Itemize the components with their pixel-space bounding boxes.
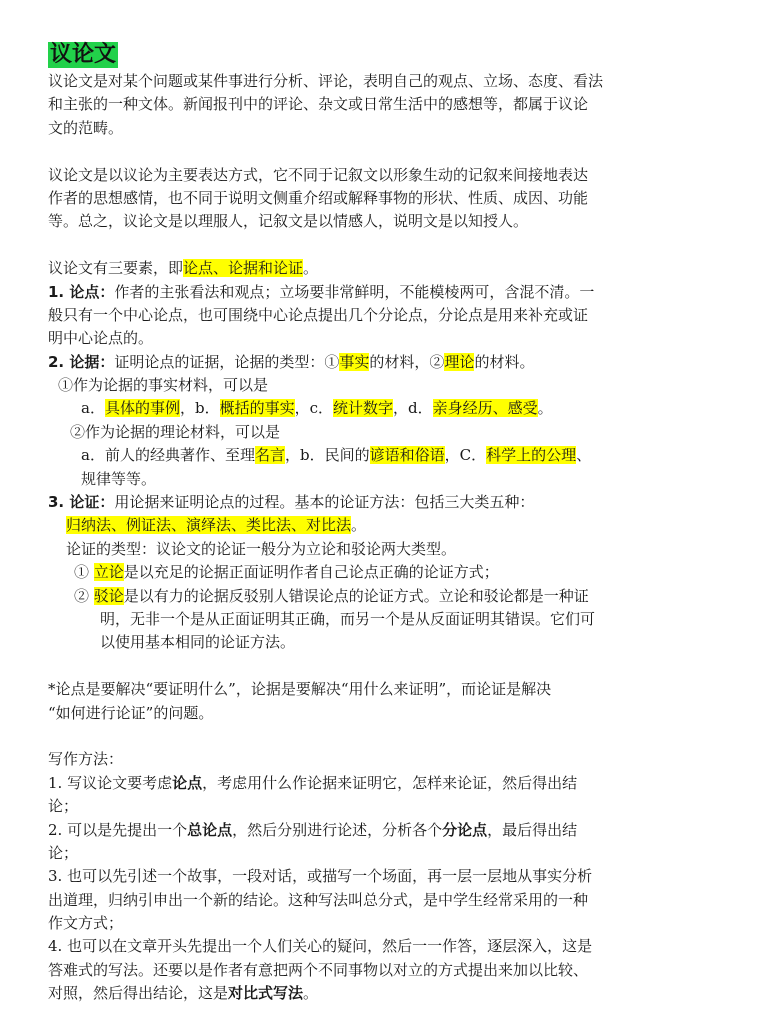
punctuation: 。	[303, 984, 319, 1003]
lunzheng-text: 用论据来证明论点的过程。基本的论证方法：包括三大类五种：	[114, 493, 535, 512]
text-line: 般只有一个中心论点，也可围绕中心论点提出几个分论点，分论点是用来补充或证	[48, 305, 589, 324]
lunju-text: 证明论点的证据，论据的类型：①	[114, 352, 340, 371]
theory-list-line	[48, 444, 718, 467]
text-line: 等。总之，议论文是以理服人，记叙文是以情感人，说明文是以知授人。	[48, 212, 529, 231]
theory-highlight-c: 科学上的公理	[486, 446, 577, 465]
method-text: ，考虑用什么作论据来证明它，怎样来论证，然后得出结	[202, 773, 578, 792]
lunzheng-line	[48, 491, 718, 514]
text-line: 明中心论点的。	[48, 329, 154, 348]
text-line: 以使用基本相同的论证方法。	[100, 633, 296, 652]
lead-end: 。	[303, 259, 319, 278]
list-text: ，C．	[444, 446, 487, 465]
text-line: 和主张的一种文体。新闻报刊中的评论、杂文或日常生活中的感想等，都属于议论	[48, 95, 589, 114]
fact-list-line	[48, 397, 718, 420]
method-text: ，然后分别进行论述，分析各个	[232, 820, 443, 839]
lilun-highlight: 立论	[93, 563, 124, 582]
method-text: ，最后得出结	[487, 820, 578, 839]
title-row	[48, 42, 718, 70]
method-4-line: 4. 也可以在文章开头先提出一个人们关心的疑问，然后一一作答，逐层深入，这是	[48, 937, 593, 956]
text-line: 作文方式；	[48, 914, 124, 933]
fact-highlight-c: 统计数字	[333, 399, 394, 418]
lundian-text: 作者的主张看法和观点；立场要非常鲜明，不能模棱两可，含混不清。一	[114, 282, 595, 301]
text-line: 议论文是对某个问题或某件事进行分析、评论，表明自己的观点、立场、态度、看法	[48, 72, 604, 90]
list-text: a．前人的经典著作、至理	[81, 446, 255, 465]
spacer	[48, 234, 718, 257]
fact-highlight-d: 亲身经历、感受	[432, 399, 538, 418]
intro-paragraph-1	[48, 70, 718, 140]
theory-highlight-b: 谚语和俗语	[369, 446, 445, 465]
writing-heading: 写作方法：	[48, 750, 124, 769]
method-bold: 分论点	[442, 820, 488, 839]
fact-intro-line: ①作为论据的事实材料，可以是	[58, 376, 269, 395]
elements-lead-line	[48, 257, 718, 280]
lunzheng-number: 3.	[48, 493, 70, 512]
methods-highlight: 归纳法、例证法、演绎法、类比法、对比法	[66, 516, 352, 535]
bolun-highlight: 驳论	[93, 586, 124, 605]
method-2-line	[48, 819, 718, 842]
text-line: 规律等等。	[81, 469, 157, 488]
writing-methods-section	[48, 748, 718, 1005]
theory-highlight-a: 名言	[254, 446, 285, 465]
spacer	[48, 140, 718, 163]
note-paragraph	[48, 678, 718, 725]
text-line: 文的范畴。	[48, 118, 124, 137]
lunju-highlight-theory: 理论	[444, 352, 475, 371]
method-text: 2. 可以是先提出一个	[48, 820, 188, 839]
type-lilun-line	[48, 561, 718, 584]
methods-line	[48, 514, 718, 537]
list-text: 是以有力的论据反驳别人错误论点的论证方式。立论和驳论都是一种证	[123, 586, 589, 605]
lundian-number: 1.	[48, 282, 70, 301]
text-line: 作者的思想感情，也不同于说明文侧重介绍或解释事物的形状、性质、成因、功能	[48, 188, 589, 207]
text-line: 议论文是以议论为主要表达方式，它不同于记叙文以形象生动的记叙来间接地表达	[48, 165, 589, 184]
page-title: 议论文	[50, 42, 117, 67]
types-intro-line: 论证的类型：议论文的论证一般分为立论和驳论两大类型。	[66, 539, 457, 558]
list-marker: ，d．	[393, 399, 433, 418]
text-line: 明，无非一个是从正面证明其正确，而另一个是从反面证明其错误。它们可	[100, 609, 596, 628]
spacer	[48, 725, 718, 748]
three-elements-section	[48, 257, 718, 655]
lead-text: 议论文有三要素，即	[48, 259, 184, 278]
lunju-text: 的材料。	[474, 352, 535, 371]
punctuation: 。	[537, 399, 553, 418]
punctuation: 。	[351, 516, 367, 535]
method-text: 1. 写议论文要考虑	[48, 773, 173, 792]
method-bold: 对比式写法	[228, 984, 304, 1003]
list-text: 是以充足的论据正面证明作者自己论点正确的论证方式；	[123, 563, 499, 582]
list-marker: a．	[81, 399, 105, 418]
lunju-text: 的材料，②	[369, 352, 445, 371]
text-line: 出道理，归纳引申出一个新的结论。这种写法叫总分式，是中学生经常采用的一种	[48, 890, 589, 909]
text-line: 论；	[48, 843, 79, 862]
lunju-line	[48, 351, 718, 374]
method-1-line	[48, 772, 718, 795]
fact-highlight-a: 具体的事例	[104, 399, 180, 418]
fact-highlight-b: 概括的事实	[219, 399, 295, 418]
spacer	[48, 655, 718, 678]
lundian-label: 论点：	[69, 282, 115, 301]
lunju-highlight-fact: 事实	[339, 352, 370, 371]
lunju-label: 论据：	[69, 352, 115, 371]
lead-highlight: 论点、论据和论证	[183, 259, 304, 278]
method-3-line: 3. 也可以先引述一个故事，一段对话，或描写一个场面，再一层一层地从事实分析	[48, 867, 593, 886]
list-marker: ，b．	[179, 399, 220, 418]
text-line: 答难式的写法。还要以是作者有意把两个不同事物以对立的方式提出来加以比较、	[48, 960, 589, 979]
method-bold: 总论点	[187, 820, 233, 839]
lundian-line	[48, 281, 718, 304]
punctuation: 、	[576, 446, 592, 465]
list-text: ，b．民间的	[284, 446, 370, 465]
text-line: “如何进行论证”的问题。	[48, 703, 214, 722]
method-bold: 论点	[172, 773, 203, 792]
theory-intro-line: ②作为论据的理论材料，可以是	[70, 422, 281, 441]
list-marker: ，c．	[294, 399, 333, 418]
text-line: 论；	[48, 797, 79, 816]
method-text: 对照，然后得出结论，这是	[48, 984, 229, 1003]
list-marker: ①	[74, 563, 94, 582]
intro-paragraph-2	[48, 164, 718, 234]
text-line: *论点是要解决“要证明什么”，论据是要解决“用什么来证明”，而论证是解决	[48, 680, 552, 699]
method-4-last-line	[48, 982, 718, 1005]
type-bolun-line	[48, 585, 718, 608]
list-marker: ②	[74, 586, 94, 605]
lunju-number: 2.	[48, 352, 70, 371]
lunzheng-label: 论证：	[69, 493, 115, 512]
